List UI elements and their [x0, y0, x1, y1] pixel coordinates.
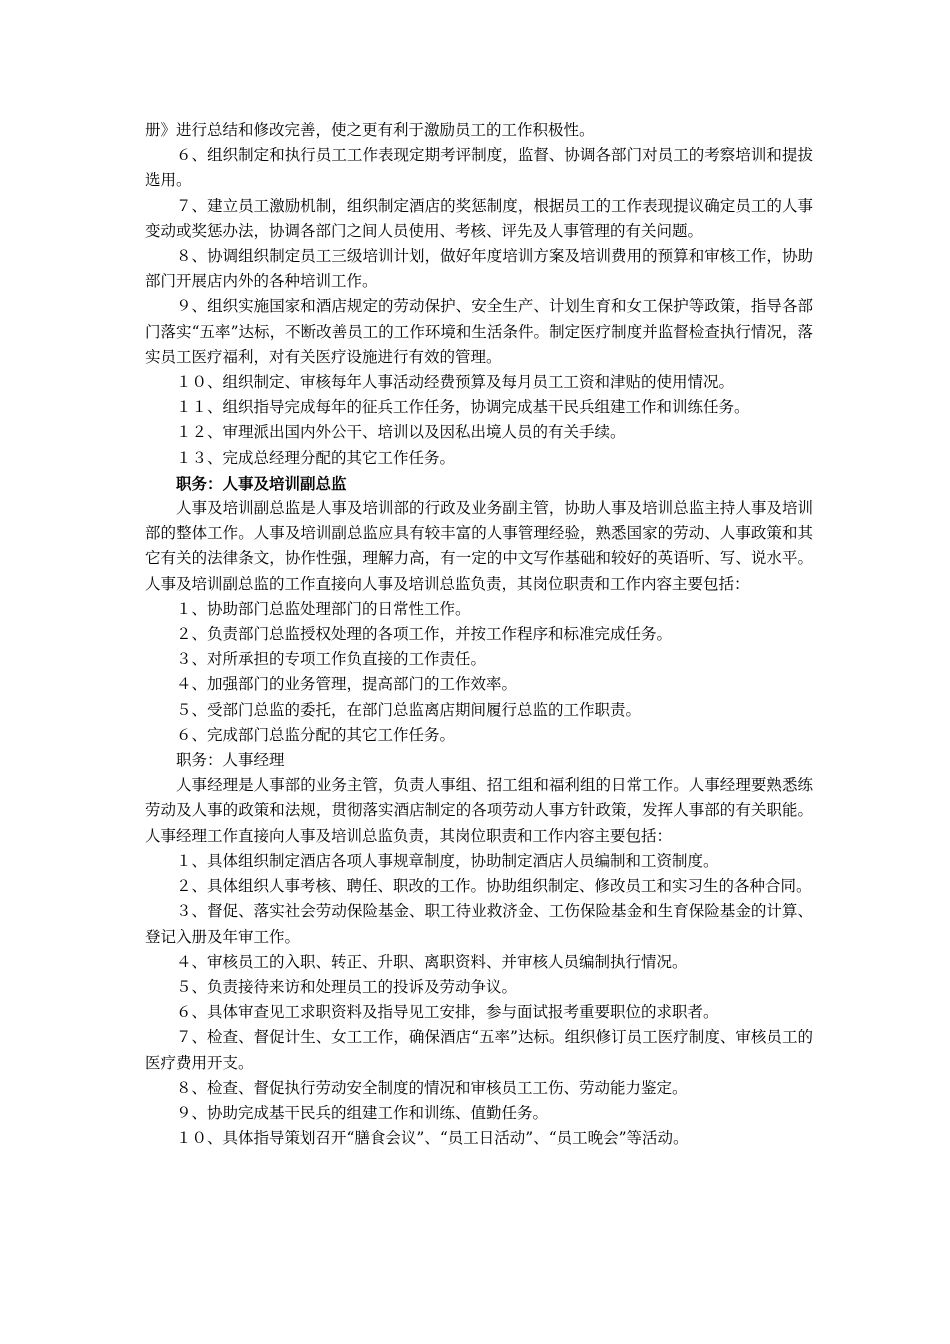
document-body	[145, 118, 813, 1151]
paragraph-item-7: ７、建立员工激励机制，组织制定酒店的奖惩制度，根据员工的工作表现提议确定员工的人事变动或奖惩办法，协调各部门之间人员使用、考核、评先及人事管理的有关问题。	[145, 196, 813, 240]
paragraph-deputy-item-6: ６、完成部门总监分配的其它工作任务。	[176, 725, 456, 744]
paragraph-item-11: １１、组织指导完成每年的征兵工作任务，协调完成基干民兵组建工作和训练任务。	[176, 398, 750, 417]
paragraph-deputy-director-description: 人事及培训副总监是人事及培训部的行政及业务副主管，协助人事及培训总监主持人事及培训部的整体工作。人事及培训副总监应具有较丰富的人事管理经验，熟悉国家的劳动、人事政策和其它有关的法律条文，协作性强，理解力高，有一定的中文写作基础和较好的英语听、写、说水平。人事及培训副总监的工作直接向人事及培训总监负责，其岗位职责和工作内容主要包括：	[145, 499, 813, 593]
paragraph-manager-item-8: ８、检查、督促执行劳动安全制度的情况和审核员工工伤、劳动能力鉴定。	[176, 1078, 688, 1097]
paragraph-manager-item-4: ４、审核员工的入职、转正、升职、离职资料、并审核人员编制执行情况。	[176, 952, 688, 971]
paragraph-manager-item-9: ９、协助完成基干民兵的组建工作和训练、值勤任务。	[176, 1103, 549, 1122]
paragraph-item-6: ６、组织制定和执行员工工作表现定期考评制度，监督、协调各部门对员工的考察培训和提拔选用。	[145, 146, 813, 190]
paragraph-manager-item-5: ５、负责接待来访和处理员工的投诉及劳动争议。	[176, 977, 518, 996]
paragraph-item-12: １２、审理派出国内外公干、培训以及因私出境人员的有关手续。	[176, 423, 626, 442]
paragraph-manager-item-10: １０、具体指导策划召开“膳食会议”、“员工日活动”、“员工晚会”等活动。	[176, 1129, 689, 1148]
paragraph-manager-item-2: ２、具体组织人事考核、聘任、职改的工作。协助组织制定、修改员工和实习生的各种合同。	[176, 877, 812, 896]
paragraph-deputy-item-2: ２、负责部门总监授权处理的各项工作，并按工作程序和标准完成任务。	[176, 625, 673, 644]
paragraph-deputy-item-5: ５、受部门总监的委托，在部门总监离店期间履行总监的工作职责。	[176, 700, 642, 719]
paragraph-item-10: １０、组织制定、审核每年人事活动经费预算及每月员工工资和津贴的使用情况。	[176, 373, 735, 392]
paragraph-manager-item-3: ３、督促、落实社会劳动保险基金、职工待业救济金、工伤保险基金和生育保险基金的计算、登记入册及年审工作。	[145, 902, 813, 946]
paragraph-manager-item-7: ７、检查、督促计生、女工工作，确保酒店“五率”达标。组织修订员工医疗制度、审核员工的医疗费用开支。	[145, 1028, 813, 1072]
paragraph-item-8: ８、协调组织制定员工三级培训计划，做好年度培训方案及培训费用的预算和审核工作，协助部门开展店内外的各种培训工作。	[145, 247, 813, 291]
paragraph-item-13: １３、完成总经理分配的其它工作任务。	[176, 448, 456, 467]
paragraph-deputy-item-4: ４、加强部门的业务管理，提高部门的工作效率。	[176, 675, 518, 694]
section-heading-deputy-director: 职务：人事及培训副总监	[176, 473, 347, 493]
paragraph-deputy-item-3: ３、对所承担的专项工作负直接的工作责任。	[176, 650, 487, 669]
paragraph-manager-item-6: ６、具体审查见工求职资料及指导见工安排，参与面试报考重要职位的求职者。	[176, 1003, 719, 1022]
paragraph-item-9: ９、组织实施国家和酒店规定的劳动保护、安全生产、计划生育和女工保护等政策，指导各部门落实“五率”达标，不断改善员工的工作环境和生活条件。制定医疗制度并监督检查执行情况，落实员工医疗福利，对有关医疗设施进行有效的管理。	[145, 297, 813, 366]
paragraph-intro-continuation: 册》进行总结和修改完善，使之更有利于激励员工的工作积极性。	[145, 121, 595, 139]
paragraph-manager-item-1: １、具体组织制定酒店各项人事规章制度，协助制定酒店人员编制和工资制度。	[176, 851, 719, 870]
section-heading-hr-manager: 职务：人事经理	[176, 751, 285, 770]
paragraph-hr-manager-description: 人事经理是人事部的业务主管，负责人事组、招工组和福利组的日常工作。人事经理要熟悉练劳动及人事的政策和法规，贯彻落实酒店制定的各项劳动人事方针政策，发挥人事部的有关职能。人事经理工作直接向人事及培训总监负责，其岗位职责和工作内容主要包括：	[145, 776, 813, 845]
paragraph-deputy-item-1: １、协助部门总监处理部门的日常性工作。	[176, 599, 471, 618]
